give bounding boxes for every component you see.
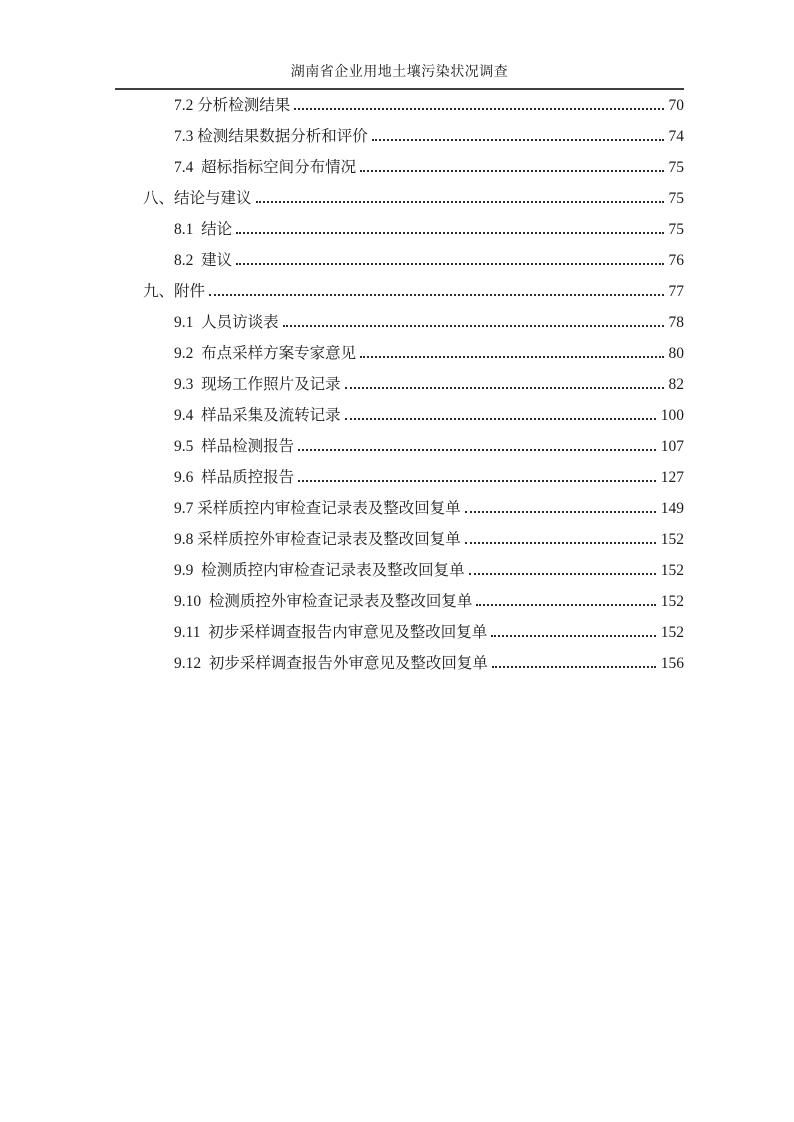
toc-entry[interactable] [115, 276, 684, 307]
toc-entry-label: 9.8 采样质控外审检查记录表及整改回复单 [174, 531, 461, 548]
toc-entry-label: 8.1 结论 [174, 221, 233, 238]
toc-entry-label: 九、附件 [143, 283, 206, 300]
dot-leader-icon [372, 139, 664, 141]
toc-entry-label: 9.2 布点采样方案专家意见 [174, 345, 357, 362]
toc-entry[interactable] [115, 431, 684, 462]
dot-leader-icon [476, 604, 655, 606]
toc-entry-page: 70 [668, 97, 684, 114]
toc-entry-page: 156 [660, 655, 684, 672]
toc-entry-page: 75 [668, 159, 684, 176]
toc-entry[interactable] [115, 90, 684, 121]
toc-entry-label: 7.4 超标指标空间分布情况 [174, 159, 357, 176]
toc-entry[interactable] [115, 648, 684, 679]
toc-entry-label: 9.4 样品采集及流转记录 [174, 407, 341, 424]
toc-entry[interactable] [115, 524, 684, 555]
toc-entry-page: 75 [668, 190, 684, 207]
dot-leader-icon [345, 418, 656, 420]
toc-entry-label: 8.2 建议 [174, 252, 233, 269]
toc-entry-label: 9.12 初步采样调查报告外审意见及整改回复单 [174, 655, 488, 672]
toc-entry-page: 74 [668, 128, 684, 145]
toc-entry[interactable] [115, 400, 684, 431]
dot-leader-icon [236, 232, 663, 234]
toc-entry-label: 9.10 检测质控外审检查记录表及整改回复单 [174, 593, 473, 610]
toc-entry-page: 149 [660, 500, 684, 517]
toc-entry[interactable] [115, 462, 684, 493]
dot-leader-icon [294, 108, 663, 110]
toc-entry[interactable] [115, 152, 684, 183]
dot-leader-icon [360, 170, 663, 172]
toc-entry[interactable] [115, 493, 684, 524]
toc-entry[interactable] [115, 307, 684, 338]
toc-entry-page: 76 [668, 252, 684, 269]
toc-entry-label: 9.11 初步采样调查报告内审意见及整改回复单 [174, 624, 488, 641]
toc-entry-page: 100 [660, 407, 684, 424]
toc-entry-page: 82 [668, 376, 684, 393]
toc-entry-page: 152 [660, 624, 684, 641]
dot-leader-icon [491, 635, 655, 637]
toc-entry-page: 152 [660, 593, 684, 610]
toc-entry[interactable] [115, 338, 684, 369]
dot-leader-icon [345, 387, 664, 389]
toc-entry[interactable] [115, 555, 684, 586]
dot-leader-icon [492, 666, 656, 668]
dot-leader-icon [360, 356, 663, 358]
toc-entry-page: 107 [660, 438, 684, 455]
toc-entry-label: 八、结论与建议 [143, 190, 252, 207]
dot-leader-icon [283, 325, 664, 327]
toc-entry[interactable] [115, 183, 684, 214]
dot-leader-icon [209, 294, 663, 296]
page-header [115, 0, 684, 90]
dot-leader-icon [298, 449, 656, 451]
toc-entry-page: 152 [660, 531, 684, 548]
toc-entry-label: 9.1 人员访谈表 [174, 314, 279, 331]
dot-leader-icon [469, 573, 656, 575]
table-of-contents [115, 90, 684, 679]
dot-leader-icon [236, 263, 663, 265]
toc-entry[interactable] [115, 617, 684, 648]
toc-entry-page: 78 [668, 314, 684, 331]
toc-entry-page: 127 [660, 469, 684, 486]
toc-entry-page: 77 [668, 283, 684, 300]
toc-entry-page: 75 [668, 221, 684, 238]
toc-entry[interactable] [115, 586, 684, 617]
toc-entry[interactable] [115, 121, 684, 152]
toc-entry-label: 7.3 检测结果数据分析和评价 [174, 128, 368, 145]
toc-entry-page: 80 [668, 345, 684, 362]
dot-leader-icon [465, 542, 656, 544]
page-header-title: 湖南省企业用地土壤污染状况调查 [290, 65, 509, 80]
toc-entry-label: 9.9 检测质控内审检查记录表及整改回复单 [174, 562, 465, 579]
toc-entry[interactable] [115, 245, 684, 276]
toc-entry-label: 9.5 样品检测报告 [174, 438, 295, 455]
toc-entry[interactable] [115, 369, 684, 400]
dot-leader-icon [298, 480, 656, 482]
toc-entry[interactable] [115, 214, 684, 245]
dot-leader-icon [465, 511, 656, 513]
dot-leader-icon [256, 201, 664, 203]
toc-entry-label: 9.3 现场工作照片及记录 [174, 376, 341, 393]
toc-entry-label: 9.7 采样质控内审检查记录表及整改回复单 [174, 500, 461, 517]
toc-entry-label: 9.6 样品质控报告 [174, 469, 295, 486]
toc-entry-label: 7.2 分析检测结果 [174, 97, 291, 114]
toc-entry-page: 152 [660, 562, 684, 579]
